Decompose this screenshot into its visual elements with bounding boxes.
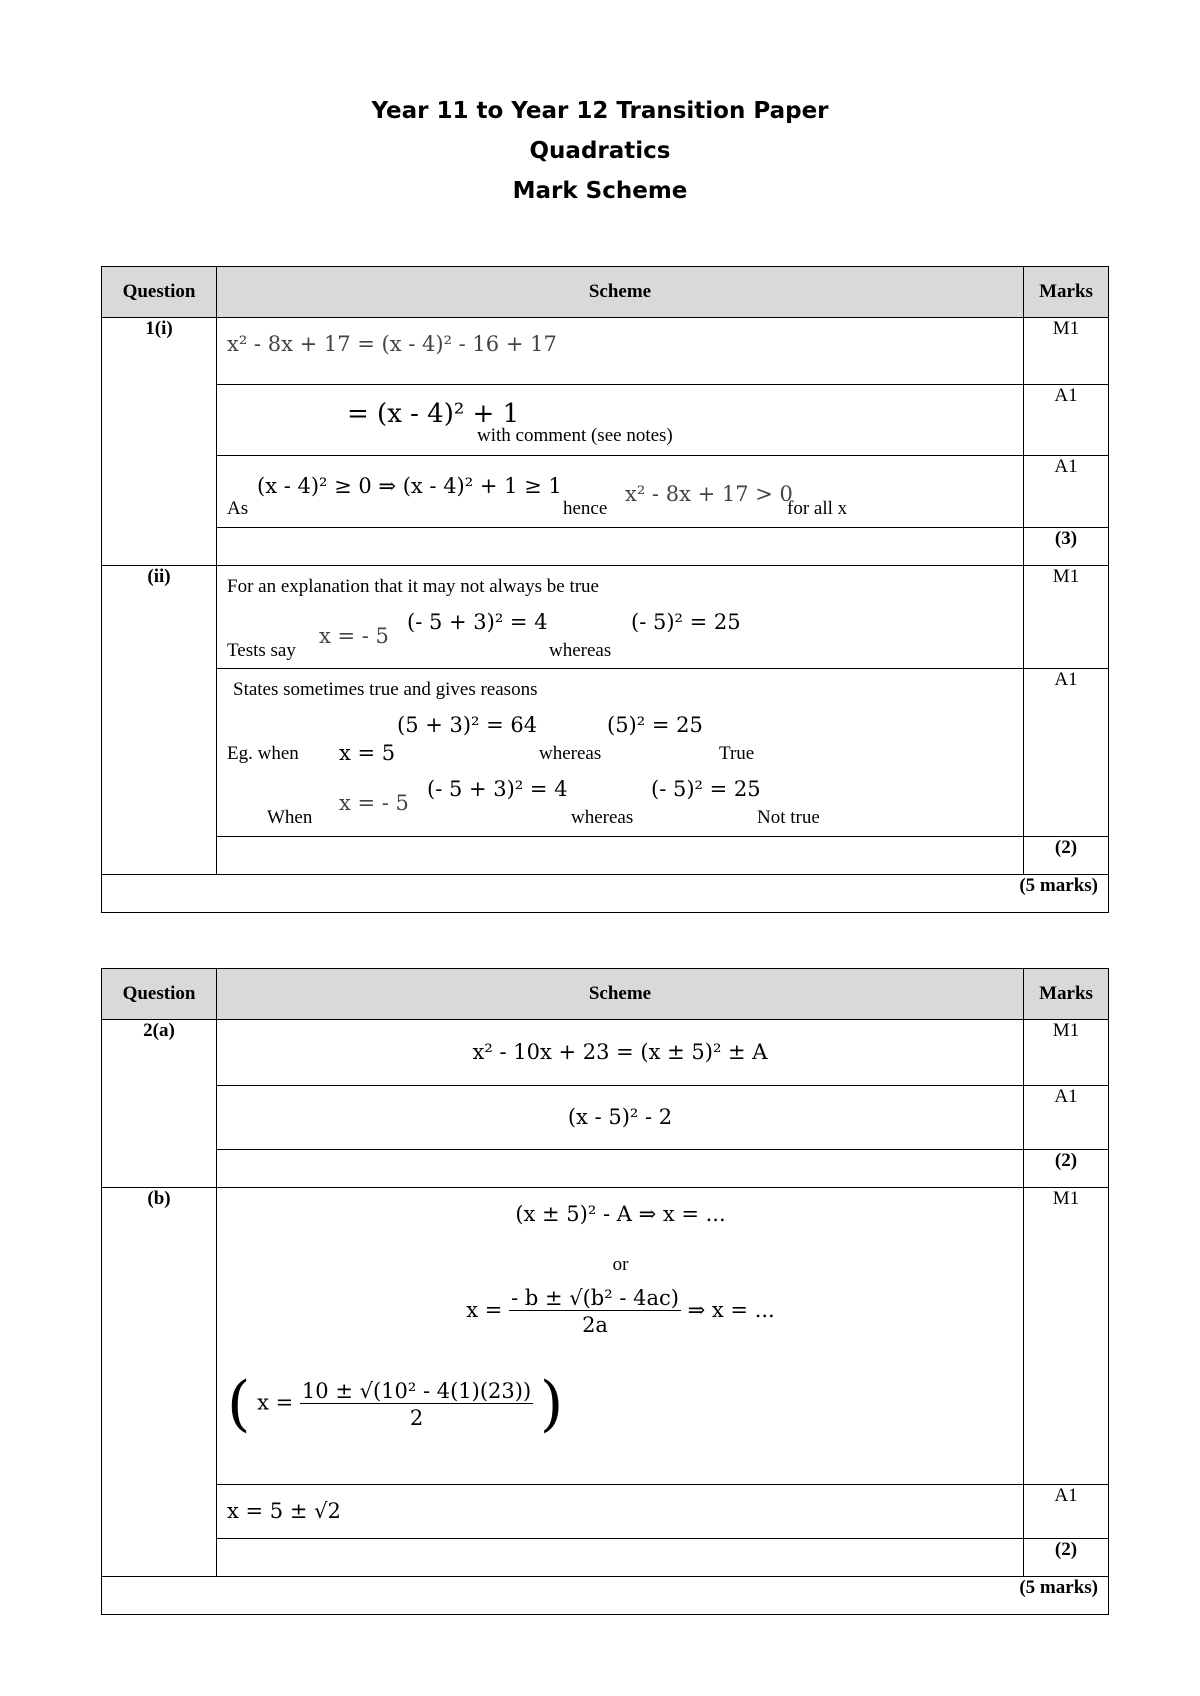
mark-cell: M1 bbox=[1024, 1188, 1109, 1485]
total-marks: (5 marks) bbox=[102, 1577, 1109, 1615]
paper-subtitle: Mark Scheme bbox=[512, 178, 688, 204]
scheme-math: x = - 5 bbox=[319, 624, 389, 648]
scheme-text: whereas bbox=[571, 807, 634, 828]
scheme-math: = (x - 4)² + 1 bbox=[347, 399, 520, 429]
formula-denominator: 2a bbox=[582, 1313, 608, 1337]
col-scheme-header: Scheme bbox=[217, 267, 1024, 318]
total-marks: (5 marks) bbox=[102, 875, 1109, 913]
question-label-1i: 1(i) bbox=[102, 318, 217, 566]
scheme-math: x² - 8x + 17 = (x - 4)² - 16 + 17 bbox=[227, 332, 557, 356]
table-row bbox=[102, 1485, 1109, 1539]
table-header-row bbox=[102, 267, 1109, 318]
substituted-formula bbox=[227, 1369, 564, 1439]
scheme-cell bbox=[217, 1020, 1024, 1086]
col-scheme-header: Scheme bbox=[217, 969, 1024, 1020]
mark-cell: A1 bbox=[1024, 1485, 1109, 1539]
scheme-cell bbox=[217, 385, 1024, 456]
mark-cell: A1 bbox=[1024, 385, 1109, 456]
table-header-row bbox=[102, 969, 1109, 1020]
col-marks-header: Marks bbox=[1024, 969, 1109, 1020]
mark-cell: A1 bbox=[1024, 456, 1109, 528]
mark-cell: M1 bbox=[1024, 318, 1109, 385]
mark-cell: M1 bbox=[1024, 566, 1109, 669]
scheme-text: whereas bbox=[539, 743, 602, 764]
table-row bbox=[102, 875, 1109, 913]
scheme-math: (- 5 + 3)² = 4 bbox=[427, 777, 568, 801]
scheme-cell bbox=[217, 566, 1024, 669]
col-question-header: Question bbox=[102, 267, 217, 318]
table-row bbox=[102, 566, 1109, 669]
question-label-2a: 2(a) bbox=[102, 1020, 217, 1188]
scheme-text: Not true bbox=[757, 807, 820, 828]
paper-title: Year 11 to Year 12 Transition Paper bbox=[371, 98, 829, 124]
scheme-text: or bbox=[612, 1254, 629, 1275]
scheme-text: Eg. when bbox=[227, 743, 299, 764]
formula-fraction bbox=[509, 1286, 681, 1337]
scheme-math: (- 5)² = 25 bbox=[651, 777, 761, 801]
scheme-cell bbox=[217, 1485, 1024, 1539]
table-row bbox=[102, 1188, 1109, 1485]
subtotal-cell: (2) bbox=[1024, 837, 1109, 875]
scheme-cell bbox=[217, 318, 1024, 385]
scheme-math: (x ± 5)² - A ⇒ x = ... bbox=[515, 1202, 726, 1226]
scheme-text: Tests say bbox=[227, 640, 296, 661]
formula-denominator: 2 bbox=[409, 1405, 424, 1430]
question-label-2b: (b) bbox=[102, 1188, 217, 1577]
right-paren: ) bbox=[539, 1369, 564, 1439]
scheme-math: x = 5 ± √2 bbox=[227, 1499, 341, 1523]
scheme-text: for all x bbox=[787, 498, 848, 519]
mark-cell: A1 bbox=[1024, 669, 1109, 837]
scheme-cell bbox=[217, 1188, 1024, 1485]
scheme-text: with comment (see notes) bbox=[477, 425, 673, 446]
table-row bbox=[102, 456, 1109, 528]
formula-fraction bbox=[300, 1379, 533, 1430]
table-row bbox=[102, 385, 1109, 456]
col-question-header: Question bbox=[102, 969, 217, 1020]
table-row bbox=[102, 318, 1109, 385]
scheme-math: (- 5)² = 25 bbox=[631, 610, 741, 634]
scheme-math: x² - 8x + 17 > 0 bbox=[625, 482, 793, 506]
table-row bbox=[102, 669, 1109, 837]
subtotal-cell: (3) bbox=[1024, 528, 1109, 566]
table-row bbox=[102, 528, 1109, 566]
scheme-text: True bbox=[719, 743, 755, 764]
mark-cell: A1 bbox=[1024, 1086, 1109, 1150]
paper-topic: Quadratics bbox=[529, 138, 671, 164]
scheme-math: (- 5 + 3)² = 4 bbox=[407, 610, 548, 634]
formula-numerator: - b ± √(b² - 4ac) bbox=[511, 1286, 679, 1310]
table-row bbox=[102, 1539, 1109, 1577]
scheme-cell bbox=[217, 1086, 1024, 1150]
scheme-text: States sometimes true and gives reasons bbox=[233, 679, 538, 700]
question-1-table bbox=[101, 266, 1109, 913]
subtotal-cell: (2) bbox=[1024, 1539, 1109, 1577]
table-row bbox=[102, 1150, 1109, 1188]
col-marks-header: Marks bbox=[1024, 267, 1109, 318]
quadratic-formula bbox=[227, 1286, 1014, 1337]
formula-lhs: x = bbox=[466, 1298, 503, 1322]
left-paren: ( bbox=[227, 1369, 251, 1439]
scheme-math: (5)² = 25 bbox=[607, 713, 703, 737]
question-2-table bbox=[101, 968, 1109, 1615]
scheme-math: x = - 5 bbox=[339, 791, 409, 815]
scheme-math: (x - 5)² - 2 bbox=[567, 1105, 673, 1129]
scheme-math: x = 5 bbox=[339, 741, 396, 765]
subtotal-cell: (2) bbox=[1024, 1150, 1109, 1188]
scheme-text: For an explanation that it may not always be true bbox=[227, 576, 599, 597]
question-label-1ii: (ii) bbox=[102, 566, 217, 875]
mark-cell: M1 bbox=[1024, 1020, 1109, 1086]
scheme-text: When bbox=[267, 807, 313, 828]
formula-numerator: 10 ± √(10² - 4(1)(23)) bbox=[301, 1378, 532, 1403]
scheme-math: x² - 10x + 23 = (x ± 5)² ± A bbox=[472, 1040, 768, 1064]
scheme-math: (5 + 3)² = 64 bbox=[397, 713, 538, 737]
table-row bbox=[102, 1020, 1109, 1086]
table-row bbox=[102, 837, 1109, 875]
scheme-text: whereas bbox=[549, 640, 612, 661]
scheme-math: (x - 4)² ≥ 0 ⇒ (x - 4)² + 1 ≥ 1 bbox=[257, 474, 562, 498]
table-row bbox=[102, 1086, 1109, 1150]
scheme-cell bbox=[217, 456, 1024, 528]
scheme-text: hence bbox=[563, 498, 608, 519]
formula-lhs: x = bbox=[257, 1390, 294, 1415]
formula-rhs: ⇒ x = ... bbox=[687, 1298, 775, 1322]
scheme-text: As bbox=[227, 498, 249, 519]
scheme-cell bbox=[217, 669, 1024, 837]
table-row bbox=[102, 1577, 1109, 1615]
